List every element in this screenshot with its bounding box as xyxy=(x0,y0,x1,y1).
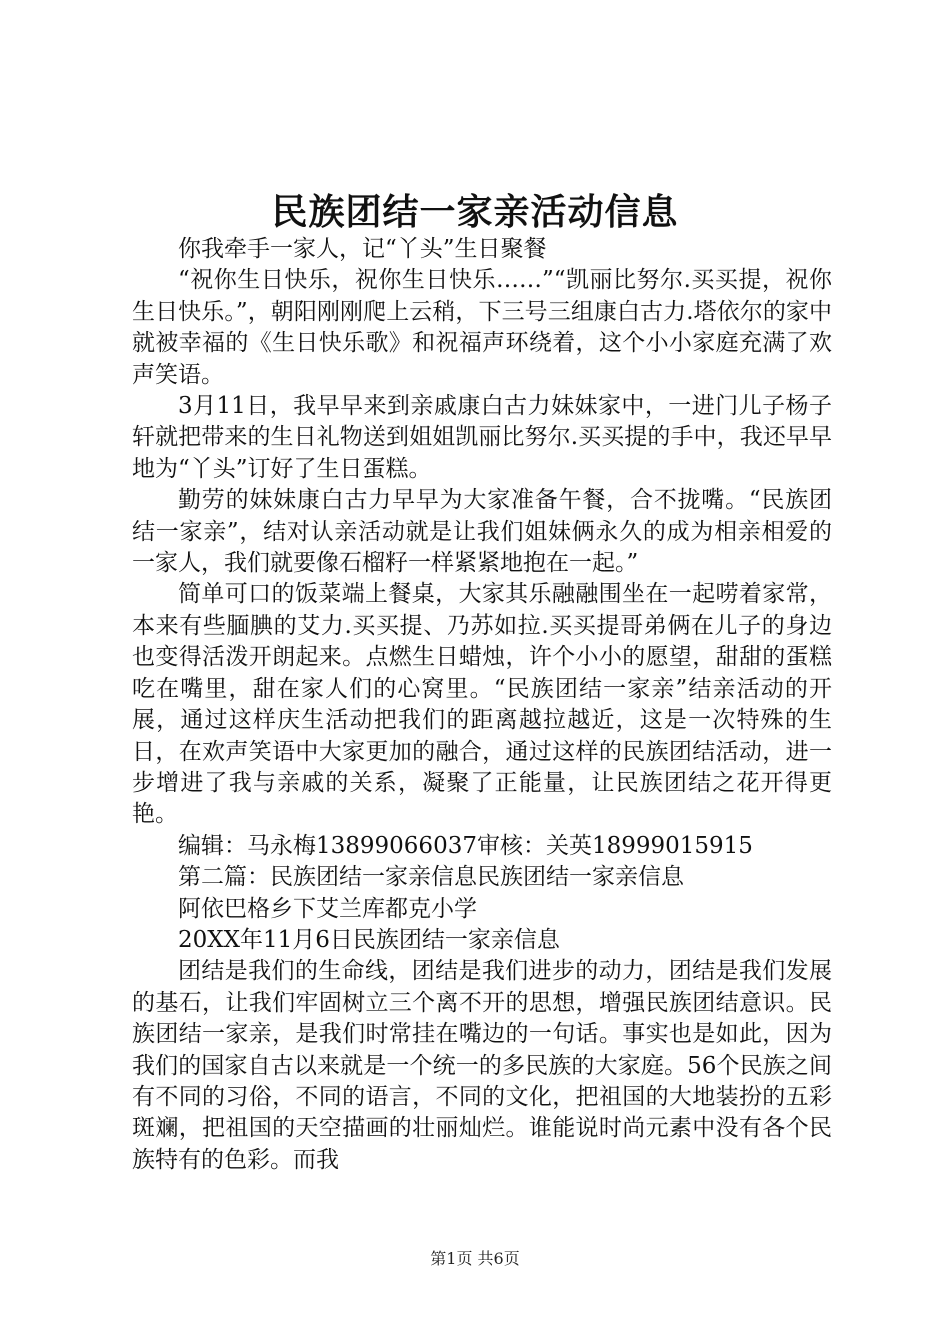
document-title: 民族团结一家亲活动信息 xyxy=(271,191,679,233)
paragraph: 第二篇：民族团结一家亲信息民族团结一家亲信息 xyxy=(178,864,684,891)
paragraph: 团结是我们的生命线，团结是我们进步的动力，团结是我们发展的基石，让我们牢固树立三个离不开的思想，增强民族团结意识。民族团结一家亲，是我们时常挂在嘴边的一句话。事实也是如此，因为我们的国家自古以来就是一个统一的多民族的大家庭。56个民族之间有不同的习俗，不同的语言，不同的文化，把祖国的大地装扮的五彩斑斓，把祖国的天空描画的壮丽灿烂。谁能说时尚元素中没有各个民族特有的色彩。而我 xyxy=(132,958,832,1173)
page-number-footer: 第1页 共6页 xyxy=(430,1249,520,1268)
paragraph: 20XX年11月6日民族团结一家亲信息 xyxy=(178,926,560,953)
paragraph: 简单可口的饭菜端上餐桌，大家其乐融融围坐在一起唠着家常，本来有些腼腆的艾力.买买提、乃苏如拉.买买提哥弟俩在儿子的身边也变得活泼开朗起来。点燃生日蜡烛，许个小小的愿望，甜甜的蛋糕吃在嘴里，甜在家人们的心窝里。“民族团结一家亲”结亲活动的开展，通过这样庆生活动把我们的距离越拉越近，这是一次特殊的生日，在欢声笑语中大家更加的融合，通过这样的民族团结活动，进一步增进了我与亲戚的关系，凝聚了正能量，让民族团结之花开得更艳。 xyxy=(132,581,832,828)
document-body xyxy=(132,234,832,1176)
paragraph: 编辑：马永梅13899066037审核：关英18999015915 xyxy=(178,832,753,859)
paragraph: 3月11日，我早早来到亲戚康白古力妹妹家中，一进门儿子杨子轩就把带来的生日礼物送到姐姐凯丽比努尔.买买提的手中，我还早早地为“丫头”订好了生日蛋糕。 xyxy=(132,393,832,482)
paragraph: 你我牵手一家人，记“丫头”生日聚餐 xyxy=(178,236,547,262)
paragraph: 阿依巴格乡下艾兰库都克小学 xyxy=(178,895,477,922)
paragraph: “祝你生日快乐，祝你生日快乐……”“凯丽比努尔.买买提，祝你生日快乐。”，朝阳刚刚爬上云稍，下三号三组康白古力.塔依尔的家中就被幸福的《生日快乐歌》和祝福声环绕着，这个小小家庭充满了欢声笑语。 xyxy=(132,267,832,388)
paragraph: 勤劳的妹妹康白古力早早为大家准备午餐，合不拢嘴。“民族团结一家亲”，结对认亲活动就是让我们姐妹俩永久的成为相亲相爱的一家人，我们就要像石榴籽一样紧紧地抱在一起。” xyxy=(132,487,832,577)
